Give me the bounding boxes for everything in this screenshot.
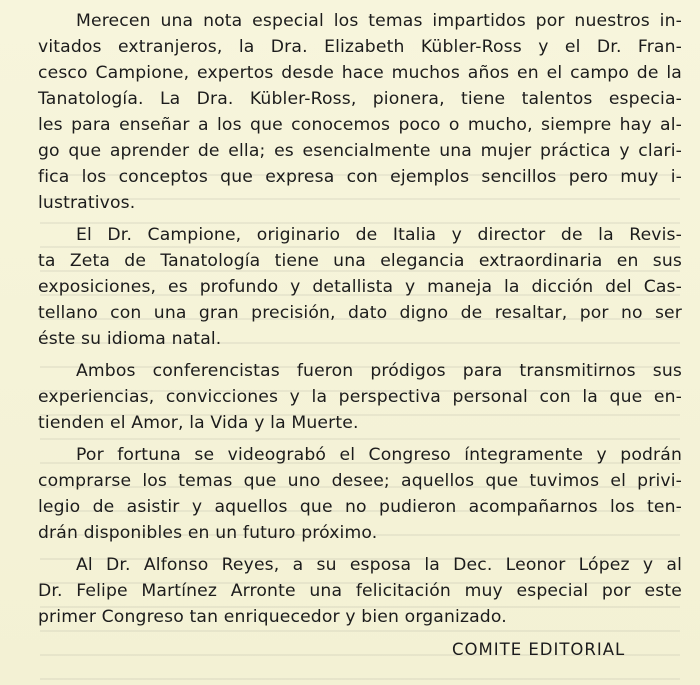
text-line: éste su idioma natal.	[38, 329, 222, 349]
text-line: exposiciones, es profundo y detallista y maneja la dicción del Cas-	[38, 277, 682, 297]
editorial-text	[38, 8, 682, 630]
text-line: les para enseñar a los que conocemos poco o mucho, siempre hay al-	[38, 115, 682, 135]
text-line: primer Congreso tan enriquecedor y bien organizado.	[38, 607, 507, 627]
text-line: comprarse los temas que uno desee; aquellos que tuvimos el privi-	[38, 471, 682, 491]
text-line: Tanatología. La Dra. Kübler-Ross, pionera, tiene talentos especia-	[38, 89, 682, 109]
text-line: go que aprender de ella; es esencialmente una mujer práctica y clari-	[38, 141, 682, 161]
paragraph-5	[38, 552, 682, 630]
text-line: Merecen una nota especial los temas impartidos por nuestros in-	[76, 11, 682, 31]
text-line: vitados extranjeros, la Dra. Elizabeth Kübler-Ross y el Dr. Fran-	[38, 37, 682, 57]
text-line: experiencias, convicciones y la perspectiva personal con la que en-	[38, 387, 682, 407]
text-line: Por fortuna se videograbó el Congreso íntegramente y podrán	[76, 445, 682, 465]
text-line: Dr. Felipe Martínez Arronte una felicitación muy especial por este	[38, 581, 682, 601]
text-line: Al Dr. Alfonso Reyes, a su esposa la Dec. Leonor López y al	[76, 555, 682, 575]
paragraph-3	[38, 358, 682, 436]
text-line: cesco Campione, expertos desde hace muchos años en el campo de la	[38, 63, 682, 83]
text-line: fica los conceptos que expresa con ejemplos sencillos pero muy i-	[38, 167, 682, 187]
paragraph-2	[38, 222, 682, 352]
paragraph-4	[38, 442, 682, 546]
text-line: drán disponibles en un futuro próximo.	[38, 523, 378, 543]
paragraph-1	[38, 8, 682, 216]
text-line: ta Zeta de Tanatología tiene una elegancia extraordinaria en sus	[38, 251, 682, 271]
text-line: lustrativos.	[38, 193, 136, 213]
text-line: El Dr. Campione, originario de Italia y director de la Revis-	[76, 225, 682, 245]
text-line: Ambos conferencistas fueron pródigos para transmitirnos sus	[76, 361, 682, 381]
text-line: tienden el Amor, la Vida y la Muerte.	[38, 413, 359, 433]
signature: COMITE EDITORIAL	[452, 640, 626, 659]
text-line: legio de asistir y aquellos que no pudieron acompañarnos los ten-	[38, 497, 682, 517]
text-line: tellano con una gran precisión, dato digno de resaltar, por no ser	[38, 303, 682, 323]
